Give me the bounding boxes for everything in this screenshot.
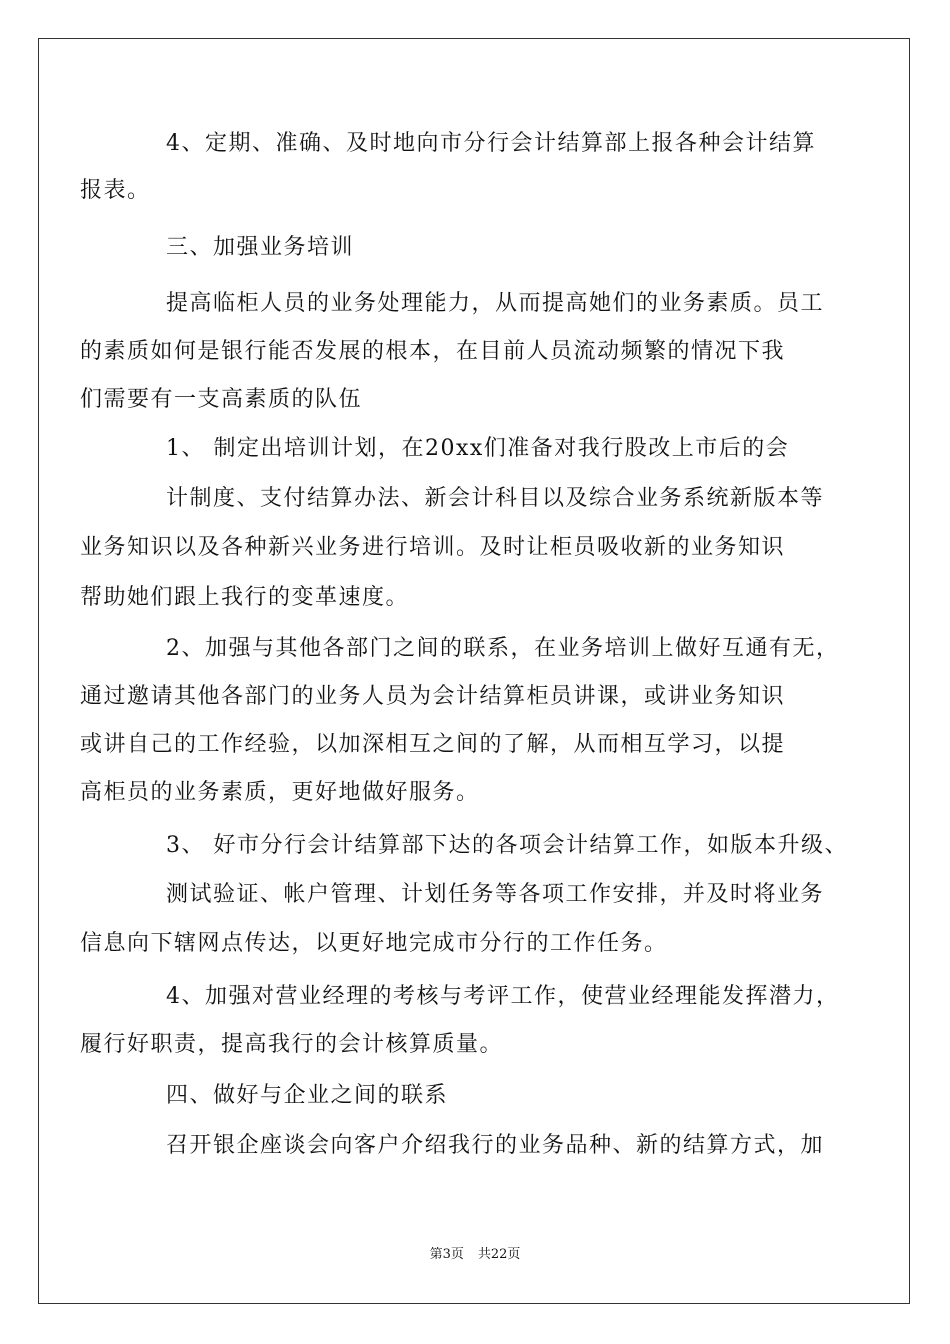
page-footer (0, 1247, 950, 1263)
page-number: 第3页 (429, 1247, 464, 1262)
text-line: 测试验证、帐户管理、计划任务等各项工作安排，并及时将业务 (166, 882, 825, 907)
text-line: 高柜员的业务素质，更好地做好服务。 (80, 780, 480, 805)
text-line: 1、 制定出培训计划，在20xx们准备对我行股改上市后的会 (166, 436, 790, 461)
text-line: 的素质如何是银行能否发展的根本，在目前人员流动频繁的情况下我 (80, 339, 786, 364)
text-line: 帮助她们跟上我行的变革速度。 (80, 585, 410, 610)
text-line: 4、加强对营业经理的考核与考评工作，使营业经理能发挥潜力， (166, 984, 840, 1009)
text-line: 或讲自己的工作经验，以加深相互之间的了解，从而相互学习，以提 (80, 732, 786, 757)
text-line: 召开银企座谈会向客户介绍我行的业务品种、新的结算方式，加 (166, 1133, 825, 1158)
text-line: 信息向下辖网点传达，以更好地完成市分行的工作任务。 (80, 931, 668, 956)
text-line: 报表。 (80, 178, 151, 203)
text-line: 通过邀请其他各部门的业务人员为会计结算柜员讲课，或讲业务知识 (80, 684, 786, 709)
text-line: 计制度、支付结算办法、新会计科目以及综合业务系统新版本等 (166, 486, 825, 511)
text-line: 4、定期、准确、及时地向市分行会计结算部上报各种会计结算 (166, 131, 816, 156)
text-line: 提高临柜人员的业务处理能力，从而提高她们的业务素质。员工 (166, 291, 825, 316)
text-line: 3、 好市分行会计结算部下达的各项会计结算工作，如版本升级、 (166, 833, 848, 858)
section-heading: 四、做好与企业之间的联系 (166, 1083, 449, 1108)
text-line: 们需要有一支高素质的队伍 (80, 387, 363, 412)
page-total: 共22页 (477, 1247, 521, 1262)
page-frame (38, 38, 910, 1304)
text-line: 业务知识以及各种新兴业务进行培训。及时让柜员吸收新的业务知识 (80, 535, 786, 560)
text-line: 履行好职责，提高我行的会计核算质量。 (80, 1032, 504, 1057)
text-line: 2、加强与其他各部门之间的联系，在业务培训上做好互通有无， (166, 636, 840, 661)
section-heading: 三、加强业务培训 (166, 235, 355, 260)
